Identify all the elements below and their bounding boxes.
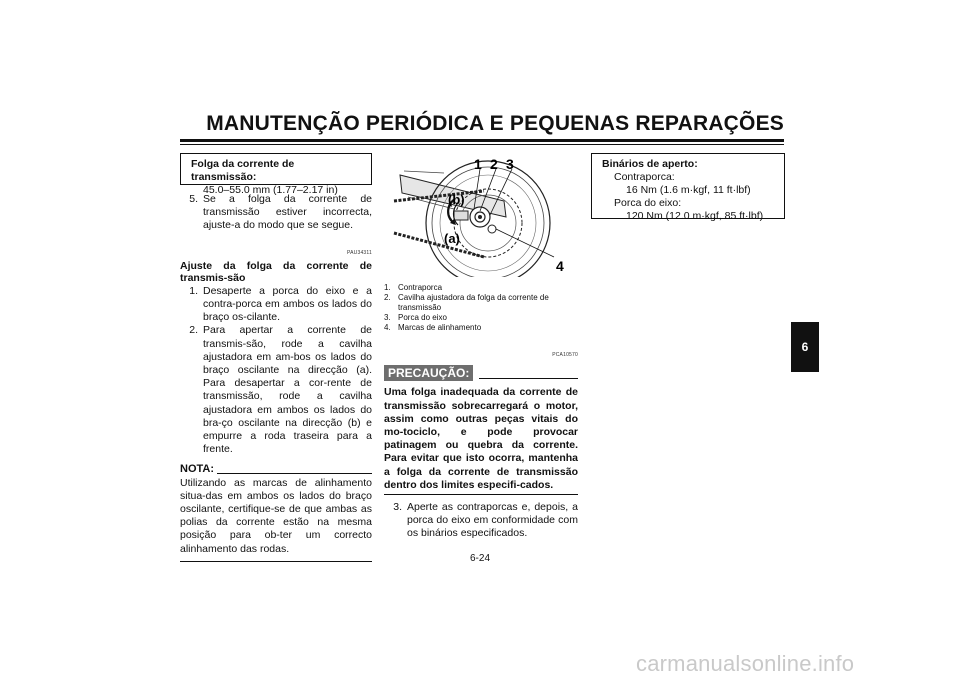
step-number: 2.: [189, 324, 198, 337]
caption-3: [384, 313, 578, 323]
torque-label-locknut: Contraporca:: [614, 171, 675, 183]
title-rule: [180, 139, 784, 142]
spec-box-value: 45.0–55.0 mm (1.77–2.17 in): [203, 184, 338, 196]
nota-label: NOTA:: [180, 463, 215, 476]
step-text: Desaperte a porca do eixo e a contra-porca em ambos os lados do braço os-cilante.: [203, 284, 372, 324]
caption-text: Cavilha ajustadora da folga da corrente de transmissão: [398, 293, 549, 312]
nota-text: Utilizando as marcas de alinhamento situa-das em ambos os lados do braço oscilante, certifique-se de que ambas as polias da corrente estão na mesma posição para ob-ter um correcto alinhamento das rodas.: [180, 477, 372, 562]
caption-text: Porca do eixo: [398, 313, 447, 322]
caution-rule: [479, 378, 578, 379]
chain-slack-spec-box: [180, 153, 372, 196]
torque-value-locknut: 16 Nm (1.6 m·kgf, 11 ft·lbf): [626, 184, 751, 196]
caution-section: [384, 349, 578, 541]
section-code: PAU34311: [346, 249, 372, 256]
step-number: 3.: [393, 501, 402, 514]
step-2: [180, 324, 372, 456]
step-text: Se a folga da corrente de transmissão estiver incorrecta, ajuste-a do modo que se segue.: [203, 193, 372, 232]
step-text: Aperte as contraporcas e, depois, a porca do eixo em conformidade com os binários especificados.: [407, 501, 578, 540]
caution-code: PCA10570: [552, 352, 578, 358]
figure-captions: [384, 283, 578, 333]
step-5: [180, 193, 372, 233]
caption-1: [384, 283, 578, 293]
watermark: carmanualsonline.info: [636, 651, 855, 676]
chain-adjuster-illustration: [384, 153, 578, 277]
torque-value-axle-nut: 120 Nm (12.0 m·kgf, 85 ft·lbf): [626, 210, 764, 222]
callout-1: 1: [474, 156, 482, 172]
direction-b-label: (b): [448, 192, 465, 207]
page-title: MANUTENÇÃO PERIÓDICA E PEQUENAS REPARAÇÕES: [206, 112, 784, 135]
section-heading: Ajuste da folga da corrente de transmis-são: [180, 259, 372, 285]
nota-rule: [217, 473, 372, 474]
torque-label-axle-nut: Porca do eixo:: [614, 197, 682, 209]
caution-label: PRECAUÇÃO:: [384, 365, 473, 381]
caption-number: 2.: [384, 293, 391, 302]
caption-4: [384, 323, 578, 333]
caption-text: Contraporca: [398, 283, 443, 292]
page-number: 6-24: [469, 553, 490, 564]
callout-4: 4: [556, 258, 564, 274]
caption-2: [384, 293, 578, 313]
caution-text: Uma folga inadequada da corrente de transmissão sobrecarregará o motor, assim como outras peças vitais do mo-tociclo, e pode provocar patinagem ou quebra da corrente. Para evitar que isto ocorra, mantenha a folga da corrente de transmissão dentro dos limites especifi-cados.: [384, 386, 578, 495]
caption-number: 1.: [384, 283, 391, 292]
torque-box-heading: Binários de aperto:: [602, 158, 698, 170]
direction-a-label: (a): [444, 231, 460, 246]
step-number: 5.: [189, 193, 198, 205]
rear-wheel-figure: [384, 153, 578, 277]
caution-header: [384, 365, 578, 381]
chapter-tab: 6: [791, 322, 819, 372]
step-1: [180, 285, 372, 325]
callout-2: 2: [490, 156, 498, 172]
nota-header: [180, 463, 372, 476]
caption-number: 3.: [384, 313, 391, 322]
left-column: [180, 193, 372, 562]
spec-box-heading: Folga da corrente de transmissão:: [191, 158, 295, 183]
step-text: Para apertar a corrente de transmis-são, rode a cavilha ajustadora em am-bos os lados do braço oscilante na direcção (a). Para desapertar a cor-rente de transmissão, rode a cavilha ajustadora em ambos os lados do bra-ço oscilante na direcção (b) e empurre a roda traseira para a frente.: [203, 324, 372, 456]
step-number: 1.: [189, 284, 198, 297]
callout-3: 3: [506, 156, 514, 172]
title-rule-thin: [180, 144, 784, 145]
caption-number: 4.: [384, 323, 391, 332]
step-3: [384, 501, 578, 541]
torque-spec-box: [591, 153, 785, 222]
caption-text: Marcas de alinhamento: [398, 323, 482, 332]
